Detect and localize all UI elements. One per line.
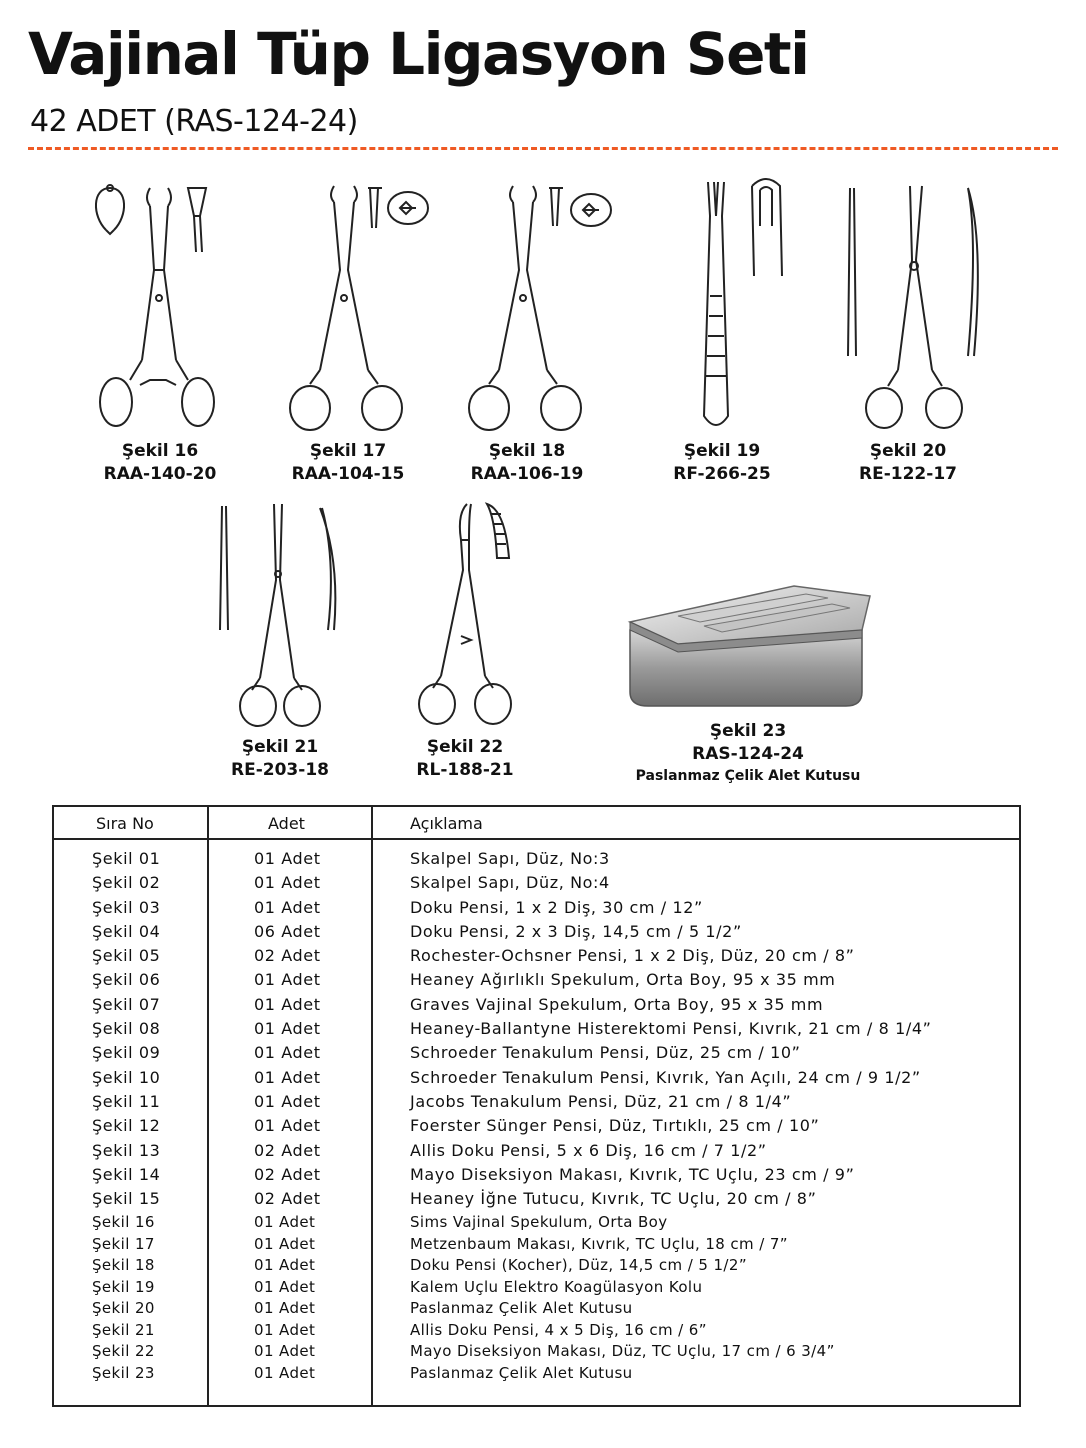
- cell-description: Metzenbaum Makası, Kıvrık, TC Uçlu, 18 cm / 7”: [410, 1234, 788, 1253]
- page-subtitle: 42 ADET (RAS-124-24): [30, 104, 358, 139]
- cell-no: Şekil 16: [92, 1213, 155, 1232]
- cell-no: Şekil 18: [92, 1256, 155, 1275]
- figure-code: RE-203-18: [231, 760, 329, 780]
- table-row: [54, 1092, 1019, 1116]
- cell-no: Şekil 12: [92, 1116, 161, 1136]
- cell-description: Mayo Diseksiyon Makası, Kıvrık, TC Uçlu, 23 cm / 9”: [410, 1164, 855, 1184]
- cell-qty: 01 Adet: [254, 1299, 316, 1318]
- cell-description: Schroeder Tenakulum Pensi, Kıvrık, Yan Açılı, 24 cm / 9 1/2”: [410, 1067, 921, 1087]
- dressing-forceps-icon: [632, 176, 812, 440]
- table-row: [54, 1278, 1019, 1300]
- table-row: [54, 1068, 1019, 1092]
- figure-code: RF-266-25: [673, 464, 771, 484]
- cell-no: Şekil 05: [92, 946, 161, 966]
- figure-17: [258, 180, 438, 490]
- figure-22: [375, 500, 555, 790]
- table-row: [54, 1235, 1019, 1257]
- cell-qty: 01 Adet: [254, 849, 321, 868]
- cell-description: Doku Pensi, 1 x 2 Diş, 30 cm / 12”: [410, 897, 703, 917]
- figure-code: RAS-124-24: [692, 744, 804, 764]
- table-row: [54, 873, 1019, 897]
- cell-no: Şekil 14: [92, 1164, 161, 1184]
- cell-qty: 01 Adet: [254, 1256, 316, 1275]
- table-row: [54, 1019, 1019, 1043]
- cell-description: Foerster Sünger Pensi, Düz, Tırtıklı, 25 cm / 10”: [410, 1116, 820, 1136]
- cell-description: Schroeder Tenakulum Pensi, Düz, 25 cm / 10”: [410, 1043, 801, 1063]
- figure-19: [632, 176, 812, 490]
- cell-qty: 01 Adet: [254, 873, 321, 893]
- sims-speculum-forceps-icon: [70, 180, 250, 440]
- table-row: [54, 1342, 1019, 1364]
- column-header-qty: Adet: [268, 814, 305, 833]
- cell-qty: 01 Adet: [254, 994, 321, 1014]
- cell-qty: 01 Adet: [254, 1019, 321, 1039]
- figure-code: RAA-106-19: [470, 464, 584, 484]
- table-row: [54, 946, 1019, 970]
- table-row: [54, 1141, 1019, 1165]
- cell-no: Şekil 09: [92, 1043, 161, 1063]
- table-row: [54, 898, 1019, 922]
- tissue-forceps-icon: [437, 180, 617, 440]
- cell-qty: 01 Adet: [254, 1213, 316, 1232]
- cell-description: Jacobs Tenakulum Pensi, Düz, 21 cm / 8 1/4”: [410, 1091, 792, 1111]
- table-row: [54, 1165, 1019, 1189]
- needle-holder-icon: [375, 500, 555, 732]
- cell-description: Rochester-Ochsner Pensi, 1 x 2 Diş, Düz, 20 cm / 8”: [410, 946, 855, 966]
- figure-code: RE-122-17: [859, 464, 957, 484]
- table-row: [54, 922, 1019, 946]
- figure-label: Şekil 20: [869, 441, 947, 461]
- table-body: [54, 849, 1019, 1385]
- cell-qty: 02 Adet: [254, 1189, 321, 1209]
- cell-description: Sims Vajinal Spekulum, Orta Boy: [410, 1213, 668, 1232]
- cell-description: Skalpel Sapı, Düz, No:3: [410, 849, 610, 868]
- cell-description: Paslanmaz Çelik Alet Kutusu: [410, 1299, 633, 1318]
- cell-qty: 01 Adet: [254, 1363, 316, 1382]
- page-title: Vajinal Tüp Ligasyon Seti: [28, 20, 809, 88]
- table-row: [54, 1364, 1019, 1386]
- cell-qty: 01 Adet: [254, 1067, 321, 1087]
- cell-qty: 01 Adet: [254, 1234, 316, 1253]
- cell-description: Kalem Uçlu Elektro Koagülasyon Kolu: [410, 1277, 703, 1296]
- cell-qty: 01 Adet: [254, 1320, 316, 1339]
- figure-label: Şekil 16: [121, 441, 199, 461]
- cell-description: Doku Pensi, 2 x 3 Diş, 14,5 cm / 5 1/2”: [410, 921, 742, 941]
- table-header: [54, 807, 1019, 840]
- cell-no: Şekil 11: [92, 1091, 161, 1111]
- cell-no: Şekil 07: [92, 994, 161, 1014]
- figure-23: [618, 580, 878, 790]
- cell-no: Şekil 22: [92, 1342, 155, 1361]
- cell-qty: 01 Adet: [254, 1116, 321, 1136]
- figure-label: Şekil 21: [241, 737, 319, 757]
- cell-no: Şekil 21: [92, 1320, 155, 1339]
- cell-no: Şekil 06: [92, 970, 161, 990]
- table-row: [54, 1256, 1019, 1278]
- figure-label: Şekil 22: [426, 737, 504, 757]
- cell-qty: 01 Adet: [254, 1043, 321, 1063]
- figure-label: Şekil 23: [709, 721, 787, 741]
- cell-description: Paslanmaz Çelik Alet Kutusu: [410, 1363, 633, 1382]
- table-row: [54, 849, 1019, 873]
- figure-label: Şekil 18: [488, 441, 566, 461]
- cell-qty: 01 Adet: [254, 1342, 316, 1361]
- dashed-divider: [28, 147, 1058, 150]
- figure-16: [70, 180, 250, 490]
- cell-no: Şekil 13: [92, 1140, 161, 1160]
- cell-description: Skalpel Sapı, Düz, No:4: [410, 873, 610, 893]
- metzenbaum-scissors-icon: [190, 500, 370, 732]
- cell-qty: 02 Adet: [254, 946, 321, 966]
- figure-20: [818, 180, 998, 490]
- figure-label: Şekil 19: [683, 441, 761, 461]
- cell-no: Şekil 04: [92, 921, 161, 941]
- cell-no: Şekil 10: [92, 1067, 161, 1087]
- table-row: [54, 1299, 1019, 1321]
- figure-code: RAA-104-15: [291, 464, 405, 484]
- cell-no: Şekil 08: [92, 1019, 161, 1039]
- cell-description: Graves Vajinal Spekulum, Orta Boy, 95 x 35 mm: [410, 994, 824, 1014]
- cell-no: Şekil 01: [92, 849, 161, 868]
- figure-18: [437, 180, 617, 490]
- figure-21: [190, 500, 370, 790]
- table-row: [54, 1321, 1019, 1343]
- cell-qty: 01 Adet: [254, 1277, 316, 1296]
- table-row: [54, 1189, 1019, 1213]
- cell-description: Mayo Diseksiyon Makası, Düz, TC Uçlu, 17 cm / 6 3/4”: [410, 1342, 835, 1361]
- tissue-forceps-icon: [258, 180, 438, 440]
- table-row: [54, 1213, 1019, 1235]
- table-row: [54, 1043, 1019, 1067]
- cell-no: Şekil 02: [92, 873, 161, 893]
- cell-no: Şekil 23: [92, 1363, 155, 1382]
- cell-description: Allis Doku Pensi, 4 x 5 Diş, 16 cm / 6”: [410, 1320, 707, 1339]
- steel-instrument-box-icon: [618, 580, 878, 715]
- scissors-icon: [818, 180, 998, 440]
- cell-description: Doku Pensi (Kocher), Düz, 14,5 cm / 5 1/2”: [410, 1256, 747, 1275]
- table-row: [54, 995, 1019, 1019]
- cell-no: Şekil 20: [92, 1299, 155, 1318]
- cell-qty: 01 Adet: [254, 970, 321, 990]
- cell-qty: 02 Adet: [254, 1140, 321, 1160]
- column-header-desc: Açıklama: [410, 814, 483, 833]
- figure-label: Şekil 17: [309, 441, 387, 461]
- cell-qty: 06 Adet: [254, 921, 321, 941]
- cell-description: Allis Doku Pensi, 5 x 6 Diş, 16 cm / 7 1/2”: [410, 1140, 767, 1160]
- cell-no: Şekil 17: [92, 1234, 155, 1253]
- cell-description: Heaney İğne Tutucu, Kıvrık, TC Uçlu, 20 cm / 8”: [410, 1189, 817, 1209]
- column-header-no: Sıra No: [96, 814, 154, 833]
- cell-description: Heaney Ağırlıklı Spekulum, Orta Boy, 95 x 35 mm: [410, 970, 836, 990]
- table-row: [54, 1116, 1019, 1140]
- instrument-table: [52, 805, 1021, 1407]
- cell-qty: 01 Adet: [254, 1091, 321, 1111]
- figure-description: Paslanmaz Çelik Alet Kutusu: [635, 768, 861, 784]
- cell-qty: 01 Adet: [254, 897, 321, 917]
- figure-code: RAA-140-20: [103, 464, 217, 484]
- cell-no: Şekil 19: [92, 1277, 155, 1296]
- cell-description: Heaney-Ballantyne Histerektomi Pensi, Kıvrık, 21 cm / 8 1/4”: [410, 1019, 932, 1039]
- cell-no: Şekil 15: [92, 1189, 161, 1209]
- cell-no: Şekil 03: [92, 897, 161, 917]
- table-row: [54, 970, 1019, 994]
- figure-code: RL-188-21: [416, 760, 514, 780]
- cell-qty: 02 Adet: [254, 1164, 321, 1184]
